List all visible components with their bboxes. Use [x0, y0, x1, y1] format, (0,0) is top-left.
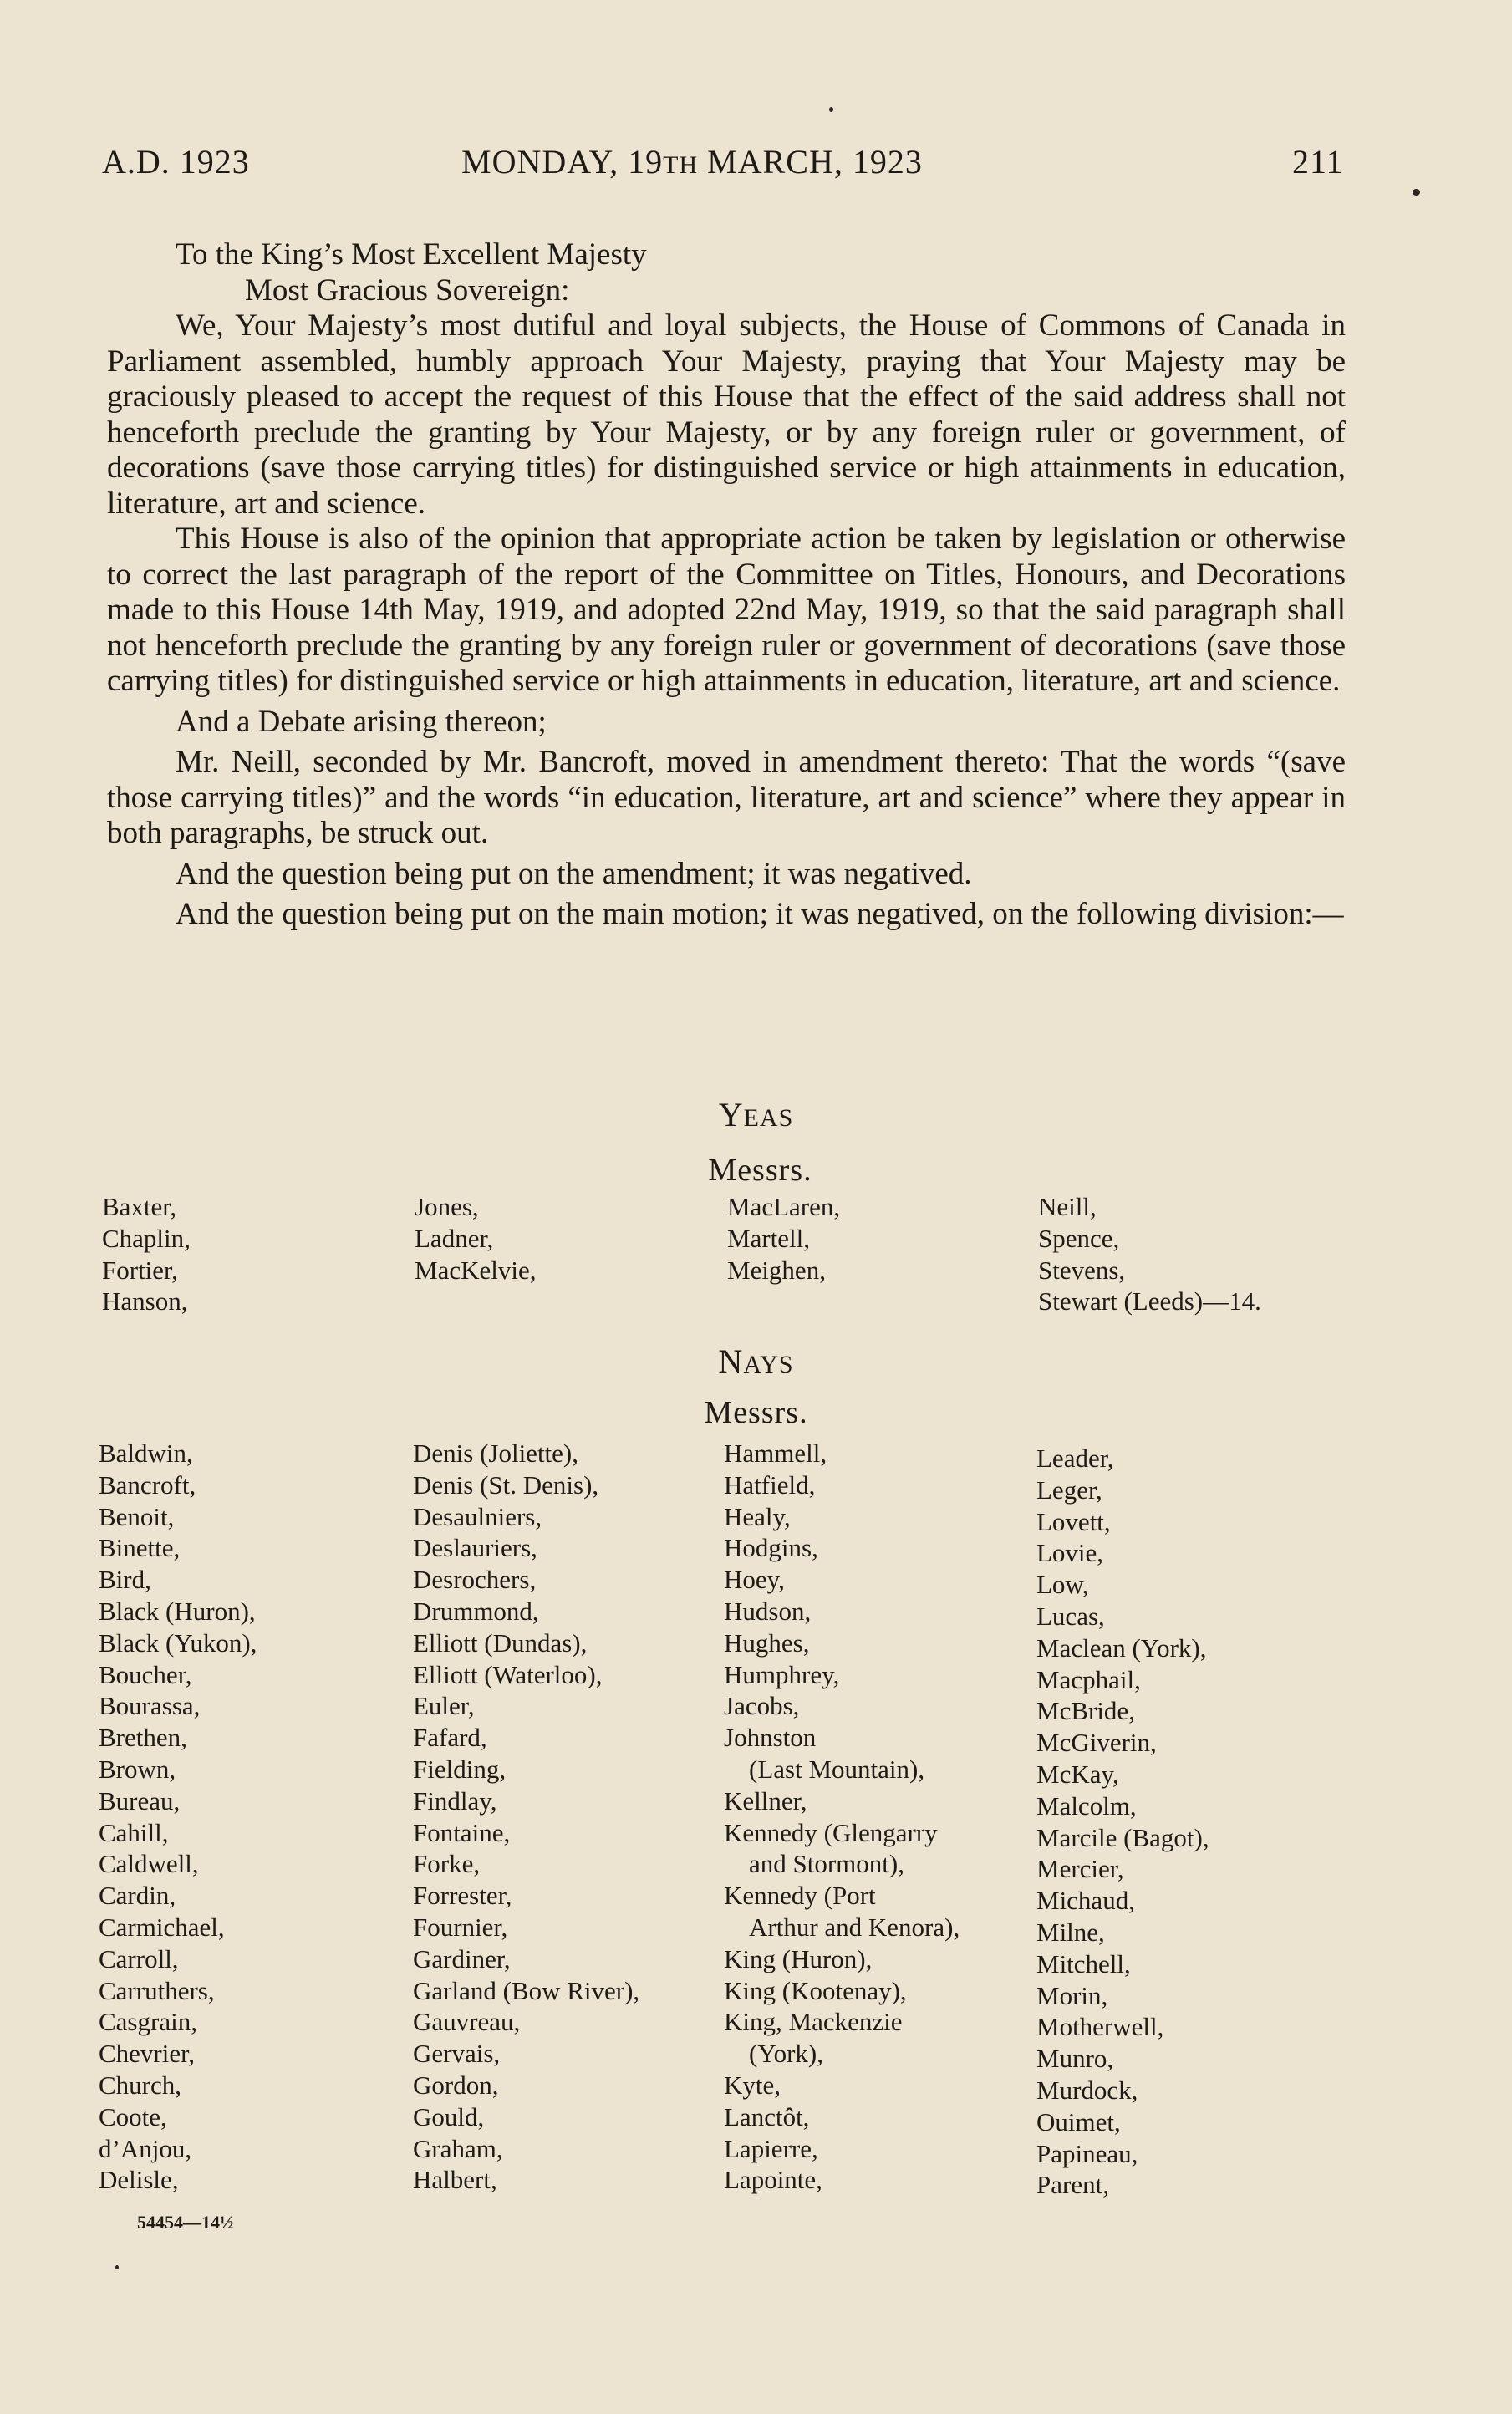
- member-name: Michaud,: [1036, 1886, 1135, 1916]
- member-name: Fafard,: [413, 1723, 487, 1753]
- member-name: Malcolm,: [1036, 1790, 1137, 1821]
- salutation-sovereign: Most Gracious Sovereign:: [245, 272, 570, 308]
- member-name: Leader,: [1036, 1444, 1114, 1473]
- member-name: Humphrey,: [724, 1659, 840, 1689]
- member-name: Lovie,: [1036, 1538, 1104, 1568]
- address-body: [107, 237, 1346, 933]
- member-name: MacLaren,: [727, 1192, 841, 1221]
- member-name: Carmichael,: [99, 1912, 225, 1942]
- member-name: Kennedy (Glengarry: [724, 1817, 938, 1847]
- member-name: Ladner,: [415, 1223, 494, 1253]
- member-name: Delisle,: [99, 2165, 179, 2195]
- member-name: Bourassa,: [99, 1691, 201, 1721]
- member-name: Hudson,: [724, 1596, 812, 1626]
- member-name: Hammell,: [724, 1439, 827, 1468]
- member-name: King, Mackenzie: [724, 2007, 903, 2037]
- member-name: Johnston: [724, 1723, 817, 1753]
- member-name: Fortier,: [102, 1255, 178, 1285]
- member-name: Spence,: [1038, 1223, 1120, 1253]
- member-name: Coote,: [99, 2101, 167, 2131]
- member-name: Lovett,: [1036, 1506, 1111, 1536]
- member-name: Forrester,: [413, 1881, 512, 1911]
- member-name: Meighen,: [727, 1255, 826, 1285]
- member-name: Baldwin,: [99, 1439, 193, 1468]
- member-name: Milne,: [1036, 1917, 1105, 1947]
- member-name: King (Huron),: [724, 1943, 873, 1973]
- member-name: Munro,: [1036, 2044, 1114, 2074]
- member-name: Euler,: [413, 1691, 475, 1721]
- yeas-column-2: [415, 1191, 536, 1286]
- yeas-column-3: [727, 1191, 840, 1286]
- nays-heading: NAYS: [718, 1342, 794, 1380]
- member-name: Morin,: [1036, 1980, 1108, 2010]
- member-name: Murdock,: [1036, 2075, 1138, 2105]
- yeas-heading: YEAS: [718, 1096, 794, 1133]
- member-name: Desrochers,: [413, 1565, 537, 1595]
- member-name-continued: Arthur and Kenora),: [749, 1912, 960, 1942]
- member-name: Baxter,: [102, 1192, 177, 1221]
- header-date-pre: MONDAY, 19: [461, 143, 664, 181]
- amendment-result: And the question being put on the amendment; it was negatived.: [176, 856, 972, 891]
- member-name: Marcile (Bagot),: [1036, 1822, 1209, 1852]
- member-name: Hodgins,: [724, 1533, 818, 1563]
- nays-column-2: [413, 1438, 639, 2196]
- member-name: Low,: [1036, 1570, 1089, 1600]
- debate-line: And a Debate arising thereon;: [176, 704, 547, 739]
- member-name: Forke,: [413, 1849, 481, 1879]
- member-name: Halbert,: [413, 2165, 497, 2195]
- member-name: Bancroft,: [99, 1469, 196, 1500]
- member-name-continued: (Last Mountain),: [749, 1754, 925, 1784]
- member-name: Drummond,: [413, 1596, 539, 1626]
- yeas-column-1: [102, 1191, 191, 1317]
- nays-column-1: [99, 1438, 257, 2196]
- member-name-continued: (York),: [749, 2039, 824, 2069]
- member-name: Chaplin,: [102, 1223, 191, 1253]
- nays-column-4: [1036, 1443, 1209, 2201]
- nays-messrs: Messrs.: [704, 1395, 808, 1430]
- member-name: Carroll,: [99, 1943, 179, 1973]
- member-name: Stevens,: [1038, 1255, 1126, 1285]
- member-name: Gervais,: [413, 2039, 501, 2069]
- member-name: Church,: [99, 2070, 182, 2100]
- member-name: Fournier,: [413, 1912, 508, 1942]
- member-name: Gauvreau,: [413, 2007, 521, 2037]
- member-name: Benoit,: [99, 1501, 175, 1531]
- header-year: A.D. 1923: [102, 143, 250, 181]
- member-name: Elliott (Dundas),: [413, 1627, 588, 1658]
- member-name: Cardin,: [99, 1881, 176, 1911]
- member-name: Denis (Joliette),: [413, 1439, 579, 1468]
- header-date: [461, 142, 923, 181]
- member-name: Caldwell,: [99, 1849, 199, 1879]
- member-name: Graham,: [413, 2133, 503, 2163]
- nays-column-3: [724, 1438, 960, 2196]
- member-name: Macphail,: [1036, 1664, 1141, 1694]
- member-name: Parent,: [1036, 2170, 1109, 2200]
- member-name: Leger,: [1036, 1474, 1102, 1505]
- member-name: Casgrain,: [99, 2007, 197, 2037]
- member-name: Black (Huron),: [99, 1596, 256, 1626]
- member-name: Kellner,: [724, 1785, 807, 1816]
- member-name: Kennedy (Port: [724, 1881, 876, 1911]
- member-name: Brethen,: [99, 1723, 187, 1753]
- member-name: Boucher,: [99, 1659, 192, 1689]
- member-name: Gardiner,: [413, 1943, 511, 1973]
- member-name: Gordon,: [413, 2070, 499, 2100]
- yeas-column-4: [1038, 1191, 1261, 1317]
- yeas-heading-rest: EAS: [743, 1104, 794, 1132]
- member-name: McKay,: [1036, 1759, 1119, 1789]
- member-name: Binette,: [99, 1533, 181, 1563]
- member-name: Lanctôt,: [724, 2101, 810, 2131]
- member-name: Carruthers,: [99, 1975, 215, 2005]
- ink-speck: [829, 107, 833, 112]
- member-name: King (Kootenay),: [724, 1975, 907, 2005]
- member-name: Cahill,: [99, 1817, 169, 1847]
- member-name: Hoey,: [724, 1565, 785, 1595]
- member-name: Jones,: [415, 1192, 479, 1221]
- member-name: Neill,: [1038, 1192, 1097, 1221]
- member-name-continued: and Stormont),: [749, 1849, 904, 1879]
- header-date-post: MARCH, 1923: [698, 143, 923, 181]
- member-name: Black (Yukon),: [99, 1627, 257, 1658]
- member-name: Lapierre,: [724, 2133, 818, 2163]
- member-name: Garland (Bow River),: [413, 1975, 640, 2005]
- member-name: Ouimet,: [1036, 2106, 1121, 2136]
- member-name: Desaulniers,: [413, 1501, 542, 1531]
- member-name: Findlay,: [413, 1785, 497, 1816]
- member-name: Brown,: [99, 1754, 176, 1784]
- member-name: McBride,: [1036, 1696, 1135, 1726]
- member-name: Gould,: [413, 2101, 485, 2131]
- member-name: McGiverin,: [1036, 1728, 1157, 1758]
- member-name: d’Anjou,: [99, 2133, 192, 2163]
- address-paragraph-1: We, Your Majesty’s most dutiful and loyal subjects, the House of Commons of Canada in Parliament assembled, humbly approach Your Majesty, praying that Your Majesty may be graciously pleased to accept the request of this House that the effect of the said address shall not henceforth preclude the granting by Your Majesty, or by any foreign ruler or government, of decorations (save those carrying titles) for distinguished service or high attainments in education, literature, art and science.: [107, 308, 1346, 521]
- ink-speck: [1413, 189, 1420, 196]
- member-name: Elliott (Waterloo),: [413, 1659, 603, 1689]
- member-name: Chevrier,: [99, 2039, 195, 2069]
- member-name: Jacobs,: [724, 1691, 800, 1721]
- member-name: Bird,: [99, 1565, 151, 1595]
- amendment-paragraph: Mr. Neill, seconded by Mr. Bancroft, moved in amendment thereto: That the words “(save those carrying titles)” and the words “in education, literature, art and science” where they appear in both paragraphs, be struck out.: [107, 745, 1346, 850]
- header-date-suffix: TH: [663, 151, 699, 179]
- member-name: Fontaine,: [413, 1817, 511, 1847]
- member-name: Papineau,: [1036, 2138, 1138, 2168]
- member-name: Stewart (Leeds)—14.: [1038, 1286, 1261, 1316]
- member-name: Lapointe,: [724, 2165, 822, 2195]
- member-name: Maclean (York),: [1036, 1632, 1207, 1663]
- main-motion-result: And the question being put on the main motion; it was negatived, on the following division:—: [176, 897, 1344, 931]
- page-number: 211: [1292, 143, 1344, 181]
- member-name: MacKelvie,: [415, 1255, 537, 1285]
- yeas-messrs: Messrs.: [708, 1153, 812, 1188]
- address-paragraph-2: This House is also of the opinion that appropriate action be taken by legislation or otherwise to correct the last paragraph of the report of the Committee on Titles, Honours, and Decorations made to this House 14th May, 1919, and adopted 22nd May, 1919, so that the said paragraph shall not henceforth preclude the granting by any foreign ruler or government of decorations (save those carrying titles) for distinguished service or high attainments in education, literature, art and science.: [107, 522, 1346, 698]
- ink-speck: [115, 2265, 119, 2269]
- printer-code: 54454—14½: [137, 2212, 234, 2233]
- member-name: Hatfield,: [724, 1469, 816, 1500]
- member-name: Mitchell,: [1036, 1948, 1131, 1979]
- salutation-king: To the King’s Most Excellent Majesty: [176, 237, 647, 272]
- member-name: Fielding,: [413, 1754, 507, 1784]
- member-name: Lucas,: [1036, 1601, 1105, 1631]
- nays-heading-rest: AYS: [743, 1351, 794, 1378]
- member-name: Martell,: [727, 1223, 810, 1253]
- member-name: Mercier,: [1036, 1854, 1124, 1884]
- member-name: Hughes,: [724, 1627, 810, 1658]
- member-name: Denis (St. Denis),: [413, 1469, 599, 1500]
- member-name: Motherwell,: [1036, 2012, 1164, 2042]
- member-name: Healy,: [724, 1501, 791, 1531]
- member-name: Kyte,: [724, 2070, 781, 2100]
- member-name: Deslauriers,: [413, 1533, 537, 1563]
- member-name: Bureau,: [99, 1785, 181, 1816]
- member-name: Hanson,: [102, 1286, 188, 1316]
